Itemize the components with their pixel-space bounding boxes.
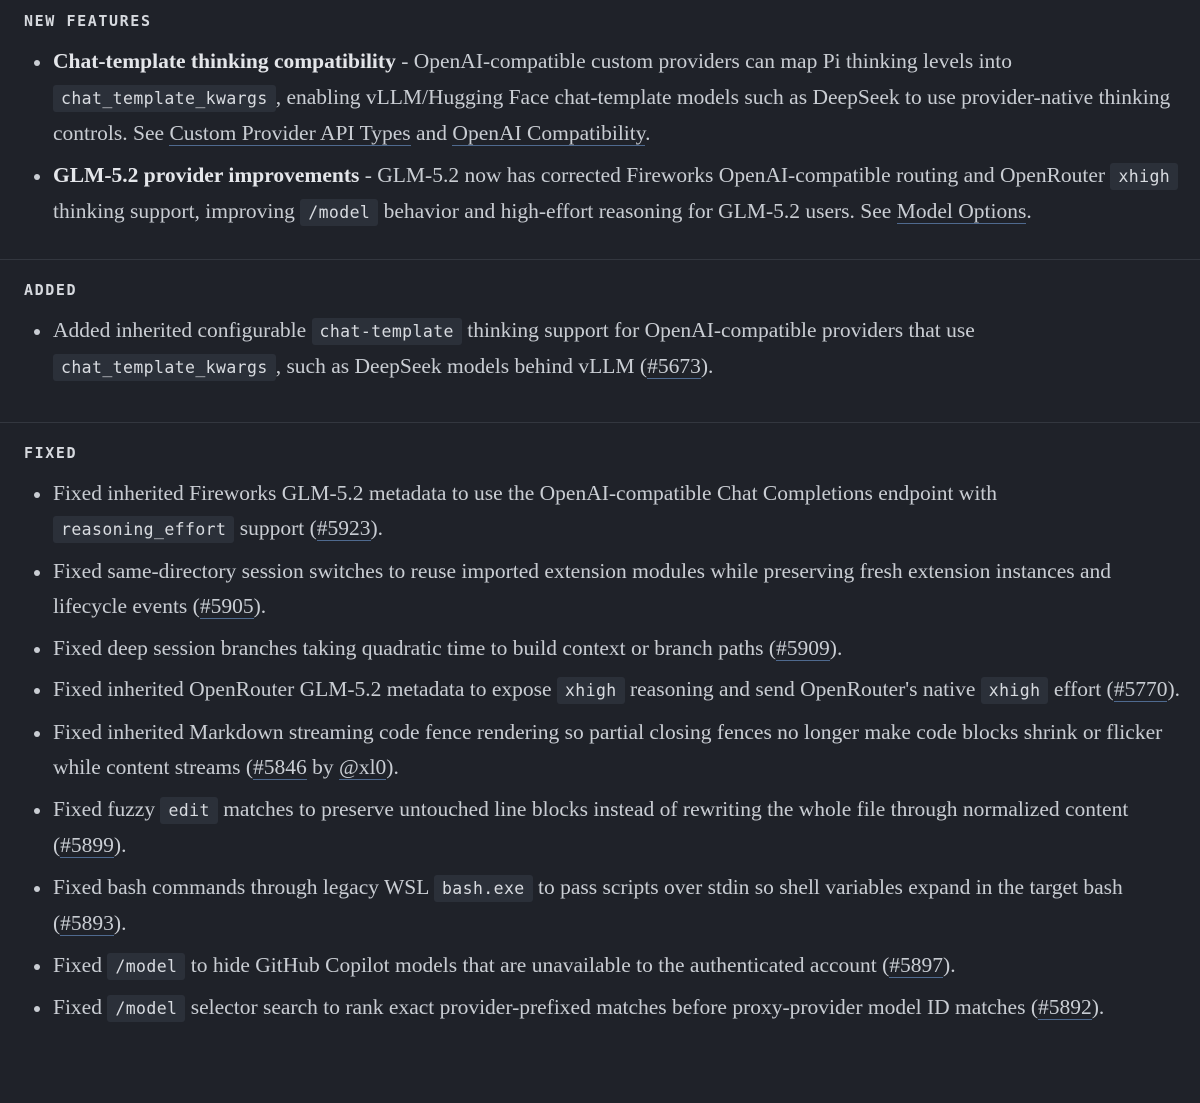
item-text: ). bbox=[370, 516, 384, 540]
item-text: matches to preserve untouched line blocks instead of rewriting the whole file through normalized content ( bbox=[53, 796, 1129, 857]
new-features-list bbox=[24, 44, 1180, 231]
item-text: Fixed bash commands through legacy WSL bbox=[53, 874, 434, 899]
issue-link[interactable]: #5892 bbox=[1038, 995, 1092, 1019]
item-text: reasoning and send OpenRouter's native bbox=[624, 677, 981, 701]
inline-code: xhigh bbox=[557, 677, 625, 704]
openai-compatibility-link[interactable]: OpenAI Compatibility bbox=[452, 121, 646, 145]
item-text: , enabling vLLM/Hugging Face chat-template models such as DeepSeek to use provider-native thinking controls. See bbox=[53, 84, 1171, 145]
list-item bbox=[24, 672, 1180, 709]
list-item bbox=[24, 948, 1180, 985]
user-link[interactable]: @xl0 bbox=[339, 755, 387, 779]
list-item bbox=[24, 158, 1180, 231]
issue-link[interactable]: #5905 bbox=[199, 594, 254, 618]
list-item bbox=[24, 631, 1180, 667]
feature-title: Chat-template thinking compatibility bbox=[53, 49, 396, 73]
item-text: - OpenAI-compatible custom providers can map Pi thinking levels into bbox=[395, 49, 1013, 73]
item-text: support ( bbox=[234, 516, 317, 540]
custom-provider-api-types-link[interactable]: Custom Provider API Types bbox=[169, 121, 411, 145]
item-text: to hide GitHub Copilot models that are unavailable to the authenticated account ( bbox=[185, 952, 890, 977]
feature-title: GLM-5.2 provider improvements bbox=[53, 162, 360, 187]
item-text: thinking support for OpenAI-compatible providers that use bbox=[461, 317, 975, 342]
item-text: ). bbox=[1091, 995, 1105, 1019]
item-text: Fixed bbox=[53, 995, 108, 1019]
model-options-link[interactable]: Model Options bbox=[896, 199, 1027, 223]
issue-link[interactable]: #5909 bbox=[776, 635, 830, 660]
added-heading: ADDED bbox=[24, 280, 78, 299]
item-text: effort ( bbox=[1048, 677, 1114, 701]
item-text: ). bbox=[700, 354, 714, 378]
inline-code: chat-template bbox=[312, 318, 462, 345]
item-text: ). bbox=[386, 755, 399, 779]
fixed-list bbox=[24, 476, 1180, 1027]
list-item bbox=[24, 554, 1180, 625]
item-text: by bbox=[306, 755, 340, 779]
item-text: and bbox=[410, 121, 453, 145]
item-text: Fixed bbox=[53, 952, 108, 977]
issue-link[interactable]: #5923 bbox=[316, 516, 371, 540]
list-item bbox=[24, 476, 1180, 548]
item-text: Fixed inherited OpenRouter GLM-5.2 metadata to expose bbox=[53, 677, 557, 701]
inline-code: chat_template_kwargs bbox=[53, 354, 276, 381]
list-item bbox=[24, 870, 1180, 942]
item-text: Fixed fuzzy bbox=[53, 796, 161, 821]
item-text: Fixed same-directory session switches to reuse imported extension modules while preserving fresh extension instances and lifecycle events ( bbox=[53, 558, 1112, 618]
item-text: . bbox=[645, 121, 651, 145]
item-text: , such as DeepSeek models behind vLLM ( bbox=[275, 354, 648, 378]
inline-code: /model bbox=[107, 995, 185, 1022]
new-features-heading: NEW FEATURES bbox=[24, 12, 152, 30]
inline-code: edit bbox=[160, 797, 217, 824]
item-text: ). bbox=[253, 594, 267, 618]
inline-code: xhigh bbox=[1110, 163, 1178, 190]
list-item bbox=[24, 792, 1180, 864]
issue-link[interactable]: #5770 bbox=[1113, 677, 1168, 701]
item-text: - GLM-5.2 now has corrected Fireworks OpenAI-compatible routing and OpenRouter bbox=[359, 162, 1111, 187]
item-text: to pass scripts over stdin so shell variables expand in the target bash ( bbox=[53, 874, 1123, 935]
inline-code: /model bbox=[300, 199, 378, 226]
issue-link[interactable]: #5897 bbox=[889, 952, 944, 977]
item-text: Added inherited configurable bbox=[53, 317, 312, 342]
item-text: ). bbox=[1167, 677, 1181, 701]
item-text: Fixed inherited Fireworks GLM-5.2 metadata to use the OpenAI-compatible Chat Completions endpoint with bbox=[53, 480, 998, 505]
inline-code: bash.exe bbox=[434, 875, 533, 902]
inline-code: reasoning_effort bbox=[53, 516, 234, 543]
issue-link[interactable]: #5846 bbox=[253, 755, 307, 779]
list-item bbox=[24, 715, 1180, 786]
issue-link[interactable]: #5893 bbox=[60, 911, 114, 935]
item-text: thinking support, improving bbox=[53, 199, 301, 223]
item-text: selector search to rank exact provider-prefixed matches before proxy-provider model ID matches ( bbox=[185, 995, 1039, 1019]
item-text: . bbox=[1026, 199, 1032, 223]
list-item bbox=[24, 313, 1180, 386]
issue-link[interactable]: #5899 bbox=[60, 833, 114, 857]
item-text: ). bbox=[113, 911, 127, 935]
issue-link[interactable]: #5673 bbox=[647, 354, 701, 378]
fixed-heading: FIXED bbox=[24, 443, 78, 462]
added-list bbox=[24, 313, 1180, 386]
list-item bbox=[24, 990, 1180, 1027]
item-text: ). bbox=[943, 952, 956, 977]
item-text: Fixed inherited Markdown streaming code fence rendering so partial closing fences no longer make code blocks shrink or flicker while content streams ( bbox=[53, 719, 1163, 779]
item-text: behavior and high-effort reasoning for GLM-5.2 users. See bbox=[378, 199, 897, 223]
item-text: Fixed deep session branches taking quadratic time to build context or branch paths ( bbox=[53, 635, 777, 660]
inline-code: /model bbox=[107, 953, 185, 980]
list-item bbox=[24, 44, 1180, 152]
item-text: ). bbox=[829, 635, 843, 660]
item-text: ). bbox=[113, 833, 127, 857]
inline-code: xhigh bbox=[981, 677, 1049, 704]
inline-code: chat_template_kwargs bbox=[53, 85, 276, 112]
